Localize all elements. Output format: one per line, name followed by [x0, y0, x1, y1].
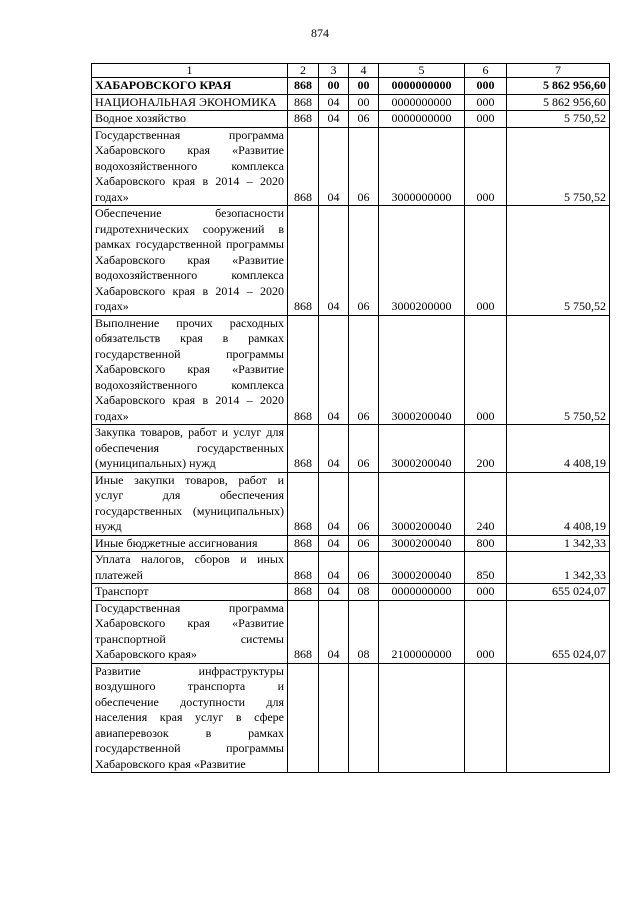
- table-row: [92, 111, 610, 128]
- amount: 5 750,52: [507, 111, 610, 128]
- amount: 4 408,19: [507, 425, 610, 473]
- ministry-code: 868: [288, 535, 319, 552]
- row-name: НАЦИОНАЛЬНАЯ ЭКОНОМИКА: [92, 94, 288, 111]
- row-name: Иные бюджетные ассигнования: [92, 535, 288, 552]
- row-name: Уплата налогов, сборов и иных платежей: [92, 552, 288, 584]
- row-name: Развитие инфраструктуры воздушного транспорта и обеспечение доступности для населения края услуг в сфере авиаперевозок в рамках государственной программы Хабаровского края «Развитие: [92, 663, 288, 773]
- ministry-code: 868: [288, 206, 319, 316]
- expense-type-code: 800: [465, 535, 507, 552]
- ministry-code: 868: [288, 111, 319, 128]
- row-name: Водное хозяйство: [92, 111, 288, 128]
- amount: 4 408,19: [507, 472, 610, 535]
- table-row: [92, 552, 610, 584]
- section-code: 04: [319, 315, 349, 425]
- subsection-code: 06: [349, 472, 379, 535]
- ministry-code: 868: [288, 584, 319, 601]
- ministry-code: 868: [288, 127, 319, 206]
- target-article-code: 3000000000: [379, 127, 465, 206]
- amount: 5 750,52: [507, 315, 610, 425]
- amount: 1 342,33: [507, 535, 610, 552]
- expense-type-code: 000: [465, 315, 507, 425]
- ministry-code: 868: [288, 94, 319, 111]
- subsection-code: 06: [349, 111, 379, 128]
- ministry-code: 868: [288, 472, 319, 535]
- target-article-code: 3000200000: [379, 206, 465, 316]
- column-number: 2: [288, 64, 319, 78]
- section-code: 04: [319, 425, 349, 473]
- table-row: [92, 78, 610, 95]
- column-number: 1: [92, 64, 288, 78]
- column-number: 5: [379, 64, 465, 78]
- amount: [507, 663, 610, 773]
- table-row: [92, 535, 610, 552]
- column-number: 4: [349, 64, 379, 78]
- column-number: 6: [465, 64, 507, 78]
- row-name: Выполнение прочих расходных обязательств края в рамках государственной программы Хабаровского края «Развитие водохозяйственного комплекса Хабаровского края в 2014 – 2020 годах»: [92, 315, 288, 425]
- subsection-code: 06: [349, 127, 379, 206]
- table-row: [92, 127, 610, 206]
- subsection-code: 06: [349, 425, 379, 473]
- table-row: [92, 472, 610, 535]
- table-row: [92, 94, 610, 111]
- page-number: 874: [311, 26, 329, 40]
- section-code: 04: [319, 600, 349, 663]
- target-article-code: 0000000000: [379, 584, 465, 601]
- section-code: 04: [319, 111, 349, 128]
- amount: 5 750,52: [507, 127, 610, 206]
- row-name: Закупка товаров, работ и услуг для обеспечения государственных (муниципальных) нужд: [92, 425, 288, 473]
- section-code: 04: [319, 535, 349, 552]
- target-article-code: 3000200040: [379, 535, 465, 552]
- row-name: ХАБАРОВСКОГО КРАЯ: [92, 78, 288, 95]
- expense-type-code: 850: [465, 552, 507, 584]
- expense-type-code: 000: [465, 584, 507, 601]
- expense-type-code: 240: [465, 472, 507, 535]
- amount: 5 750,52: [507, 206, 610, 316]
- section-code: [319, 663, 349, 773]
- row-name: Государственная программа Хабаровского края «Развитие транспортной системы Хабаровского края»: [92, 600, 288, 663]
- row-name: Иные закупки товаров, работ и услуг для обеспечения государственных (муниципальных) нужд: [92, 472, 288, 535]
- expense-type-code: 000: [465, 127, 507, 206]
- ministry-code: 868: [288, 425, 319, 473]
- expense-type-code: 000: [465, 78, 507, 95]
- section-code: 04: [319, 552, 349, 584]
- column-number: 3: [319, 64, 349, 78]
- amount: 655 024,07: [507, 584, 610, 601]
- section-code: 04: [319, 584, 349, 601]
- amount: 1 342,33: [507, 552, 610, 584]
- amount: 5 862 956,60: [507, 94, 610, 111]
- ministry-code: 868: [288, 78, 319, 95]
- table-row: [92, 206, 610, 316]
- target-article-code: 3000200040: [379, 315, 465, 425]
- subsection-code: 08: [349, 600, 379, 663]
- ministry-code: 868: [288, 315, 319, 425]
- subsection-code: 06: [349, 206, 379, 316]
- budget-table: [91, 63, 610, 773]
- section-code: 04: [319, 94, 349, 111]
- amount: 655 024,07: [507, 600, 610, 663]
- section-code: 00: [319, 78, 349, 95]
- subsection-code: 06: [349, 315, 379, 425]
- section-code: 04: [319, 206, 349, 316]
- ministry-code: [288, 663, 319, 773]
- column-number: 7: [507, 64, 610, 78]
- expense-type-code: 000: [465, 206, 507, 316]
- target-article-code: 0000000000: [379, 78, 465, 95]
- subsection-code: 00: [349, 78, 379, 95]
- subsection-code: 08: [349, 584, 379, 601]
- target-article-code: 0000000000: [379, 111, 465, 128]
- table-row: [92, 315, 610, 425]
- amount: 5 862 956,60: [507, 78, 610, 95]
- row-name: Государственная программа Хабаровского края «Развитие водохозяйственного комплекса Хабаровского края в 2014 – 2020 годах»: [92, 127, 288, 206]
- expense-type-code: 200: [465, 425, 507, 473]
- table-row: [92, 584, 610, 601]
- target-article-code: 3000200040: [379, 425, 465, 473]
- row-name: Транспорт: [92, 584, 288, 601]
- target-article-code: 3000200040: [379, 552, 465, 584]
- target-article-code: 2100000000: [379, 600, 465, 663]
- target-article-code: 0000000000: [379, 94, 465, 111]
- section-code: 04: [319, 472, 349, 535]
- table-row: [92, 600, 610, 663]
- ministry-code: 868: [288, 600, 319, 663]
- subsection-code: 00: [349, 94, 379, 111]
- section-code: 04: [319, 127, 349, 206]
- target-article-code: 3000200040: [379, 472, 465, 535]
- table-row: [92, 425, 610, 473]
- subsection-code: 06: [349, 535, 379, 552]
- subsection-code: 06: [349, 552, 379, 584]
- ministry-code: 868: [288, 552, 319, 584]
- expense-type-code: 000: [465, 111, 507, 128]
- expense-type-code: 000: [465, 600, 507, 663]
- subsection-code: [349, 663, 379, 773]
- column-number-row: [92, 64, 610, 78]
- row-name: Обеспечение безопасности гидротехнических сооружений в рамках государственной программы Хабаровского края «Развитие водохозяйственного комплекса Хабаровского края в 2014 – 2020 годах»: [92, 206, 288, 316]
- expense-type-code: [465, 663, 507, 773]
- expense-type-code: 000: [465, 94, 507, 111]
- target-article-code: [379, 663, 465, 773]
- table-row: [92, 663, 610, 773]
